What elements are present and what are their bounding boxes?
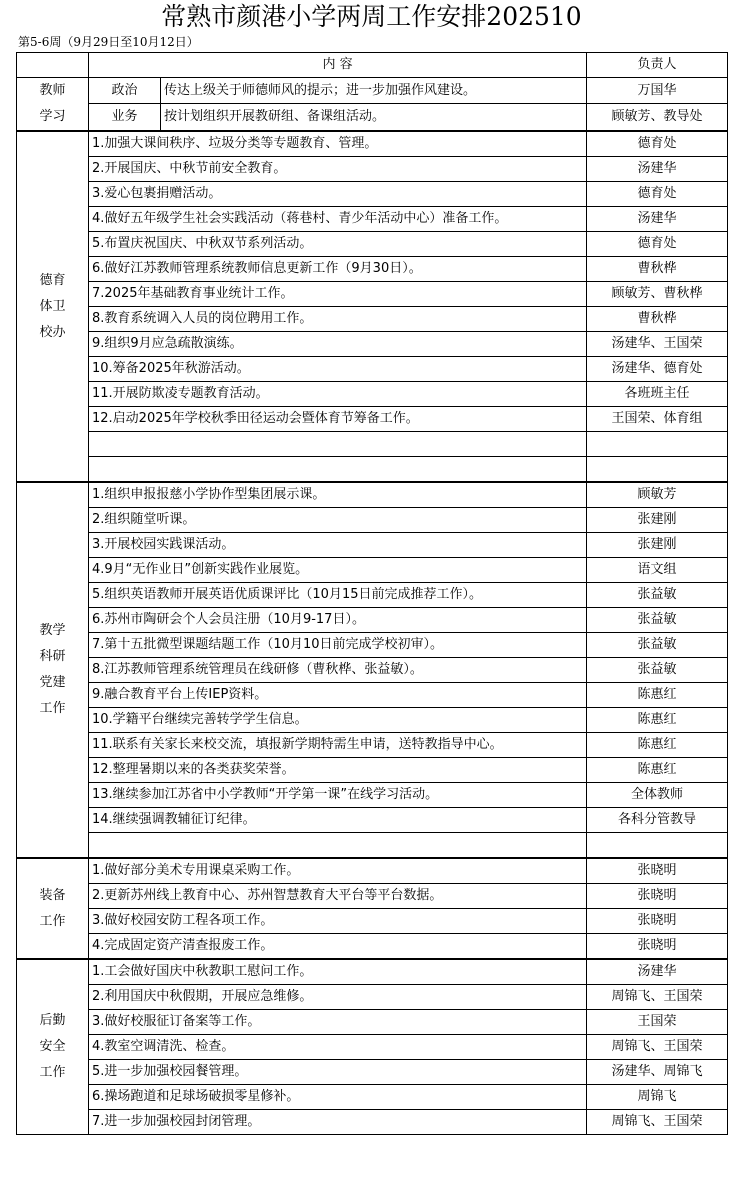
task-content: 5.布置庆祝国庆、中秋双节系列活动。	[89, 232, 587, 257]
table-row	[17, 482, 728, 508]
category-label: 学习	[39, 109, 66, 124]
category-label: 教师	[39, 83, 66, 98]
table-row	[17, 282, 728, 307]
task-content: 9.组织9月应急疏散演练。	[89, 332, 587, 357]
table-row	[17, 783, 728, 808]
task-content: 9.融合教育平台上传IEP资料。	[89, 683, 587, 708]
task-owner: 张建刚	[587, 533, 728, 558]
table-row	[17, 432, 728, 457]
task-owner: 汤建华	[587, 959, 728, 985]
table-row	[17, 382, 728, 407]
task-content: 11.开展防欺凌专题教育活动。	[89, 382, 587, 407]
subcategory-cell: 政治	[89, 78, 161, 104]
task-content: 6.操场跑道和足球场破损零星修补。	[89, 1085, 587, 1110]
task-content: 4.做好五年级学生社会实践活动（蒋巷村、青少年活动中心）准备工作。	[89, 207, 587, 232]
table-row	[17, 683, 728, 708]
task-content: 按计划组织开展教研组、备课组活动。	[161, 104, 587, 131]
task-content: 10.筹备2025年秋游活动。	[89, 357, 587, 382]
task-content: 6.做好江苏教师管理系统教师信息更新工作（9月30日）。	[89, 257, 587, 282]
category-equipment	[17, 858, 89, 959]
table-row	[17, 1010, 728, 1035]
task-content: 5.组织英语教师开展英语优质课评比（10月15日前完成推荐工作）。	[89, 583, 587, 608]
table-row	[17, 884, 728, 909]
table-row	[17, 658, 728, 683]
table-row	[17, 332, 728, 357]
task-owner: 汤建华、周锦飞	[587, 1060, 728, 1085]
table-row	[17, 708, 728, 733]
task-content: 12.启动2025年学校秋季田径运动会暨体育节筹备工作。	[89, 407, 587, 432]
task-content: 2.利用国庆中秋假期，开展应急维修。	[89, 985, 587, 1010]
task-content: 1.做好部分美术专用课桌采购工作。	[89, 858, 587, 884]
category-label: 装备	[39, 887, 66, 903]
task-owner: 曹秋桦	[587, 257, 728, 282]
task-owner: 全体教师	[587, 783, 728, 808]
table-row	[17, 758, 728, 783]
table-row	[17, 934, 728, 960]
header-owner: 负责人	[587, 53, 728, 78]
task-content: 4.完成固定资产清查报废工作。	[89, 934, 587, 960]
task-content: 2.更新苏州线上教育中心、苏州智慧教育大平台等平台数据。	[89, 884, 587, 909]
table-row	[17, 207, 728, 232]
table-row	[17, 533, 728, 558]
table-row	[17, 583, 728, 608]
page-title: 常熟市颜港小学两周工作安排202510	[161, 2, 582, 31]
task-content: 6.苏州市陶研会个人会员注册（10月9-17日）。	[89, 608, 587, 633]
task-owner: 张建刚	[587, 508, 728, 533]
task-content: 5.进一步加强校园餐管理。	[89, 1060, 587, 1085]
task-owner: 德育处	[587, 232, 728, 257]
category-teaching	[17, 482, 89, 858]
task-owner	[587, 457, 728, 483]
week-range: 第5-6周（9月29日至10月12日）	[18, 35, 199, 49]
task-owner: 周锦飞	[587, 1085, 728, 1110]
task-content: 14.继续强调教辅征订纪律。	[89, 808, 587, 833]
table-row	[17, 558, 728, 583]
task-content	[89, 432, 587, 457]
task-owner: 汤建华	[587, 207, 728, 232]
table-row	[17, 633, 728, 658]
table-row	[17, 1035, 728, 1060]
task-owner: 张益敏	[587, 658, 728, 683]
task-content: 7.第十五批微型课题结题工作（10月10日前完成学校初审）。	[89, 633, 587, 658]
table-row	[17, 733, 728, 758]
task-owner: 张晓明	[587, 934, 728, 960]
task-owner: 万国华	[587, 78, 728, 104]
table-row	[17, 357, 728, 382]
category-logistics	[17, 959, 89, 1135]
task-owner: 张晓明	[587, 909, 728, 934]
task-owner: 各班班主任	[587, 382, 728, 407]
table-row	[17, 104, 728, 131]
table-row	[17, 508, 728, 533]
task-owner: 王国荣	[587, 1010, 728, 1035]
task-owner: 陈惠红	[587, 733, 728, 758]
task-content: 2.开展国庆、中秋节前安全教育。	[89, 157, 587, 182]
task-content: 1.组织申报报慈小学协作型集团展示课。	[89, 482, 587, 508]
task-owner: 顾敏芳、曹秋桦	[587, 282, 728, 307]
task-content: 8.江苏教师管理系统管理员在线研修（曹秋桦、张益敏）。	[89, 658, 587, 683]
category-moral	[17, 131, 89, 482]
table-row	[17, 457, 728, 483]
table-row	[17, 1085, 728, 1110]
header-row	[17, 53, 728, 78]
table-row	[17, 307, 728, 332]
subcategory-cell: 业务	[89, 104, 161, 131]
table-row	[17, 157, 728, 182]
task-content: 1.工会做好国庆中秋教职工慰问工作。	[89, 959, 587, 985]
header-content: 内 容	[89, 53, 587, 78]
task-owner: 张晓明	[587, 884, 728, 909]
task-owner: 汤建华	[587, 157, 728, 182]
task-content	[89, 833, 587, 859]
task-owner: 汤建华、德育处	[587, 357, 728, 382]
category-label: 德育	[39, 272, 66, 288]
task-owner: 张晓明	[587, 858, 728, 884]
table-row	[17, 182, 728, 207]
table-row	[17, 808, 728, 833]
table-row	[17, 833, 728, 859]
task-owner: 顾敏芳、教导处	[587, 104, 728, 131]
task-owner: 顾敏芳	[587, 482, 728, 508]
table-row	[17, 1110, 728, 1135]
table-row	[17, 858, 728, 884]
table-row	[17, 909, 728, 934]
table-row	[17, 1060, 728, 1085]
category-label: 科研	[39, 649, 66, 664]
task-content: 1.加强大课间秩序、垃圾分类等专题教育、管理。	[89, 131, 587, 157]
table-row	[17, 959, 728, 985]
task-owner: 周锦飞、王国荣	[587, 1110, 728, 1135]
task-owner	[587, 432, 728, 457]
task-owner: 各科分管教导	[587, 808, 728, 833]
category-label: 安全	[39, 1039, 66, 1054]
task-content: 10.学籍平台继续完善转学学生信息。	[89, 708, 587, 733]
task-owner: 汤建华、王国荣	[587, 332, 728, 357]
task-content: 3.做好校服征订备案等工作。	[89, 1010, 587, 1035]
task-owner: 陈惠红	[587, 758, 728, 783]
task-owner: 张益敏	[587, 608, 728, 633]
task-content: 3.开展校园实践课活动。	[89, 533, 587, 558]
task-content: 4.9月“无作业日”创新实践作业展览。	[89, 558, 587, 583]
task-content: 11.联系有关家长来校交流，填报新学期特需生申请，送特教指导中心。	[89, 733, 587, 758]
category-label: 体卫	[39, 298, 66, 314]
category-label: 工作	[39, 701, 66, 716]
category-label: 后勤	[39, 1013, 66, 1028]
category-label: 党建	[39, 675, 66, 690]
task-owner: 德育处	[587, 182, 728, 207]
header-blank	[17, 53, 89, 78]
table-row	[17, 985, 728, 1010]
task-content: 12.整理暑期以来的各类获奖荣誉。	[89, 758, 587, 783]
task-content: 2.组织随堂听课。	[89, 508, 587, 533]
task-content: 13.继续参加江苏省中小学教师“开学第一课”在线学习活动。	[89, 783, 587, 808]
task-content: 4.教室空调清洗、检查。	[89, 1035, 587, 1060]
category-label: 工作	[39, 1065, 66, 1080]
category-label: 教学	[39, 623, 66, 638]
task-owner: 陈惠红	[587, 683, 728, 708]
task-owner: 曹秋桦	[587, 307, 728, 332]
task-owner: 张益敏	[587, 583, 728, 608]
task-owner: 张益敏	[587, 633, 728, 658]
table-row	[17, 232, 728, 257]
task-content: 传达上级关于师德师风的提示；进一步加强作风建设。	[161, 78, 587, 104]
task-owner: 周锦飞、王国荣	[587, 1035, 728, 1060]
task-owner	[587, 833, 728, 859]
schedule-table	[16, 52, 728, 1135]
category-label: 工作	[39, 913, 66, 929]
task-content: 3.爱心包裹捐赠活动。	[89, 182, 587, 207]
task-content	[89, 457, 587, 483]
task-owner: 陈惠红	[587, 708, 728, 733]
task-content: 7.进一步加强校园封闭管理。	[89, 1110, 587, 1135]
table-row	[17, 257, 728, 282]
table-row	[17, 608, 728, 633]
task-content: 3.做好校园安防工程各项工作。	[89, 909, 587, 934]
task-owner: 语文组	[587, 558, 728, 583]
task-owner: 德育处	[587, 131, 728, 157]
table-row	[17, 407, 728, 432]
task-content: 7.2025年基础教育事业统计工作。	[89, 282, 587, 307]
category-teacher_study	[17, 78, 89, 132]
task-content: 8.教育系统调入人员的岗位聘用工作。	[89, 307, 587, 332]
table-row	[17, 78, 728, 104]
task-owner: 王国荣、体育组	[587, 407, 728, 432]
category-label: 校办	[39, 324, 66, 340]
task-owner: 周锦飞、王国荣	[587, 985, 728, 1010]
table-row	[17, 131, 728, 157]
